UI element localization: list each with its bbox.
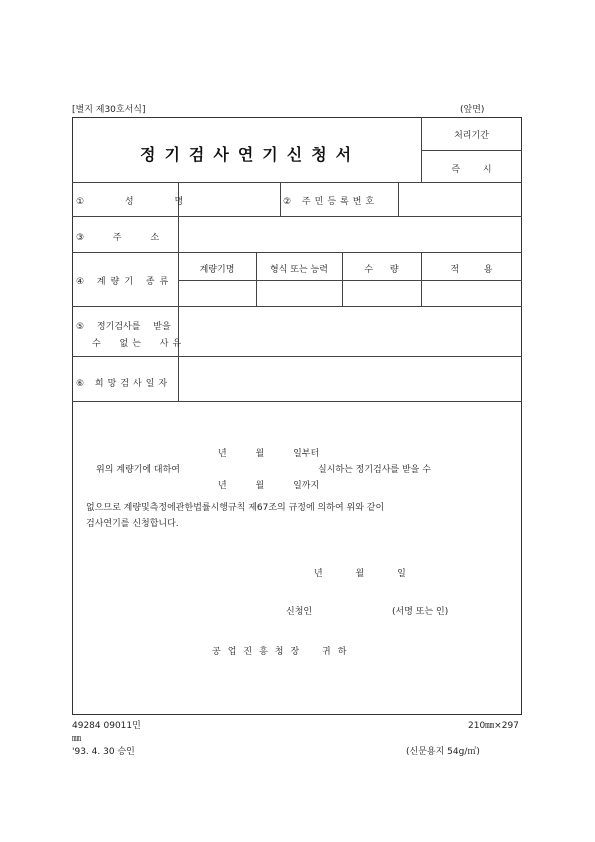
desired-date-label: ⑥ 희망검사일자 (76, 379, 172, 389)
resident-number-label: ② 주민등록번호 (283, 197, 379, 207)
reason-label-line2: 수 없는 사유 (92, 339, 186, 349)
name-label: ① 성 명 (76, 197, 184, 207)
divider (421, 252, 422, 306)
page-side-label: (앞면) (460, 105, 485, 115)
period-to: 년 월 일까지 (218, 481, 320, 491)
intro-left: 위의 계량기에 대하여 (96, 465, 180, 475)
paper-type: (신문용지 54g/㎡) (406, 747, 480, 757)
processing-period-label: 처리기간 (454, 131, 489, 141)
form-reference-label: [별지 제30호서식] (72, 105, 146, 115)
divider (72, 252, 522, 253)
divider (178, 280, 522, 281)
form-code: 49284 09011민 (72, 721, 141, 731)
divider (178, 182, 179, 401)
name-field[interactable] (180, 184, 278, 214)
divider (280, 182, 281, 216)
approval-date: '93. 4. 30 승인 (72, 747, 135, 757)
form-title: 정기검사연기신청서 (140, 145, 361, 164)
period-from: 년 월 일부터 (218, 449, 320, 459)
divider (342, 252, 343, 306)
address-label: ③ 주 소 (76, 233, 160, 243)
divider (72, 182, 522, 183)
divider (72, 216, 522, 217)
reason-field[interactable] (180, 308, 520, 354)
signature-label: (서명 또는 인) (392, 607, 449, 617)
resident-number-field[interactable] (400, 184, 520, 214)
divider (398, 182, 399, 216)
meter-type-label: ④ 계량기 종류 (76, 277, 174, 287)
address-field[interactable] (180, 218, 520, 250)
meter-usage-header: 적 용 (450, 265, 493, 275)
desired-date-field[interactable] (180, 358, 520, 399)
divider (72, 401, 522, 402)
divider (72, 306, 522, 307)
divider (256, 252, 257, 306)
recipient: 공업진흥청장 귀하 (212, 647, 354, 657)
applicant-label: 신청인 (286, 607, 313, 617)
meter-quantity-header: 수 량 (364, 265, 399, 275)
statement-line1: 없으므로 계량및측정에관한법률시행규칙 제67조의 규정에 의하여 위와 같이 (86, 503, 385, 513)
statement-line2: 검사연기를 신청합니다. (86, 519, 179, 529)
meter-name-header: 계량기명 (199, 265, 235, 275)
form-code-unit: ㎜ (72, 734, 82, 744)
intro-right: 실시하는 정기검사를 받을 수 (318, 465, 431, 475)
applicant-signature-field[interactable] (322, 600, 386, 616)
processing-period-value: 즉 시 (451, 165, 492, 175)
divider (421, 150, 522, 151)
reason-label-line1: ⑤ 정기검사를 받을 (76, 322, 171, 332)
paper-size: 210㎜×297 (468, 721, 519, 731)
divider (72, 356, 522, 357)
date-line: 년 월 일 (314, 569, 406, 579)
meter-capacity-header: 형식 또는 능력 (270, 265, 328, 275)
